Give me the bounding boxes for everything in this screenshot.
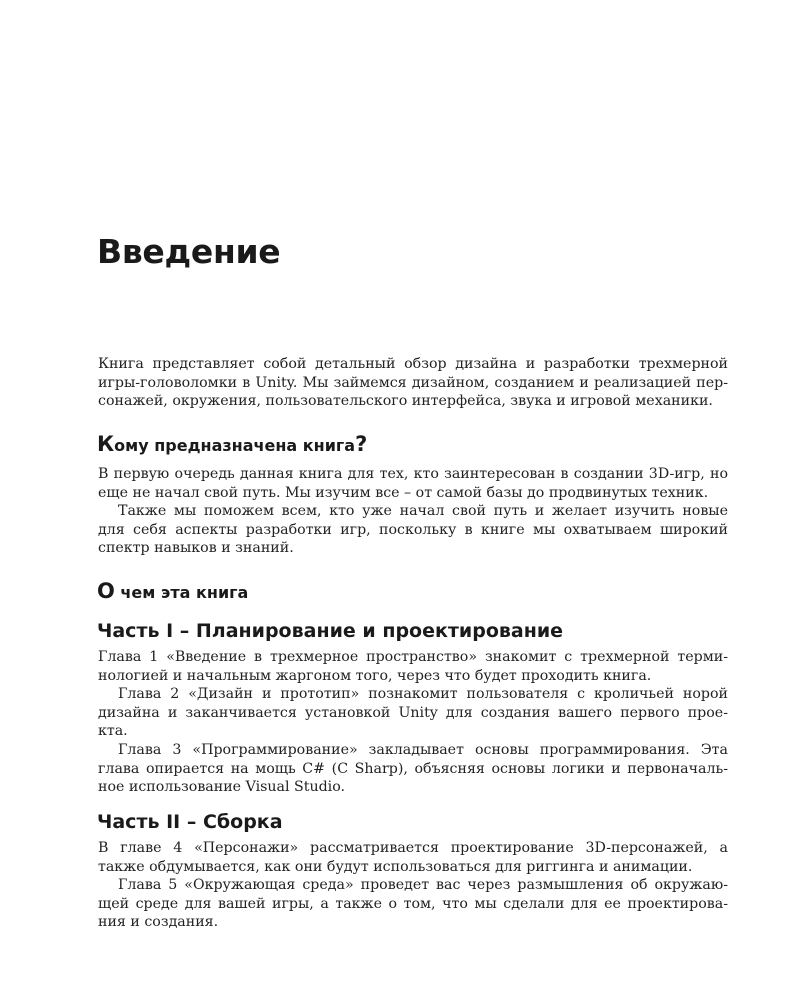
- text-line: ное использование Visual Studio.: [98, 779, 346, 796]
- part1-heading: Часть I – Планирование и проектирование: [97, 620, 564, 642]
- part1-paragraph-1: [98, 648, 728, 685]
- intro-paragraph: [98, 355, 728, 411]
- page-title: Введение: [97, 232, 281, 271]
- text-line: Глава 1 «Введение в трехмерное пространство» знакомит с трехмерной терми-: [98, 649, 728, 665]
- part2-heading: Часть II – Сборка: [97, 811, 283, 833]
- text-line: кта.: [98, 723, 128, 740]
- text-line: Глава 2 «Дизайн и прототип» познакомит пользователя с кроличьей норой: [118, 686, 728, 702]
- heading-qmark: ?: [355, 432, 368, 456]
- text-line: щей среде для вашей игры, а также о том, что мы сделали для ее проектирова-: [98, 895, 728, 912]
- part1-paragraph-3: [98, 741, 728, 797]
- text-line: В главе 4 «Персонажи» рассматривается проектирование 3D-персонажей, а: [98, 840, 728, 856]
- text-line: игры-головоломки в Unity. Мы займемся дизайном, созданием и реализацией пер-: [98, 374, 728, 391]
- audience-paragraph-2: [98, 502, 728, 558]
- heading-initial: К: [97, 432, 115, 456]
- part2-paragraph-1: [98, 839, 728, 876]
- section-heading-about: [97, 579, 248, 603]
- text-line: для себя аспекты разработки игр, поскольку в книге мы охватываем широкий: [98, 521, 728, 538]
- text-line: еще не начал свой путь. Мы изучим все – от самой базы до продвинутых техник.: [98, 484, 709, 501]
- text-line: глава опирается на мощь C# (C Sharp), объясняя основы логики и первоначаль-: [98, 760, 728, 777]
- text-line: сонажей, окружения, пользовательского интерфейса, звука и игровой механики.: [98, 393, 713, 410]
- text-line: ния и создания.: [98, 914, 219, 931]
- section-heading-audience: [97, 432, 367, 456]
- text-line: спектр навыков и знаний.: [98, 540, 294, 557]
- text-line: дизайна и заканчивается установкой Unity для создания вашего первого прое-: [98, 704, 728, 721]
- text-line: Глава 5 «Окружающая среда» проведет вас через размышления об окружаю-: [118, 877, 728, 893]
- text-line: Также мы поможем всем, кто уже начал свой путь и желает изучить новые: [118, 503, 728, 519]
- heading-rest: ому предназначена книга: [114, 436, 356, 455]
- part2-paragraph-2: [98, 876, 728, 932]
- text-line: Глава 3 «Программирование» закладывает основы программирования. Эта: [118, 742, 728, 758]
- text-line: Книга представляет собой детальный обзор дизайна и разработки трехмерной: [98, 356, 728, 372]
- part1-paragraph-2: [98, 685, 728, 741]
- text-line: нологией и начальным жаргоном того, через что будет проходить книга.: [98, 667, 652, 684]
- audience-paragraph-1: [98, 465, 728, 502]
- heading-rest: чем эта книга: [114, 583, 249, 602]
- text-line: также обдумывается, как они будут использоваться для риггинга и анимации.: [98, 858, 693, 875]
- heading-initial: О: [97, 579, 115, 603]
- text-line: В первую очередь данная книга для тех, кто заинтересован в создании 3D-игр, но: [98, 466, 728, 482]
